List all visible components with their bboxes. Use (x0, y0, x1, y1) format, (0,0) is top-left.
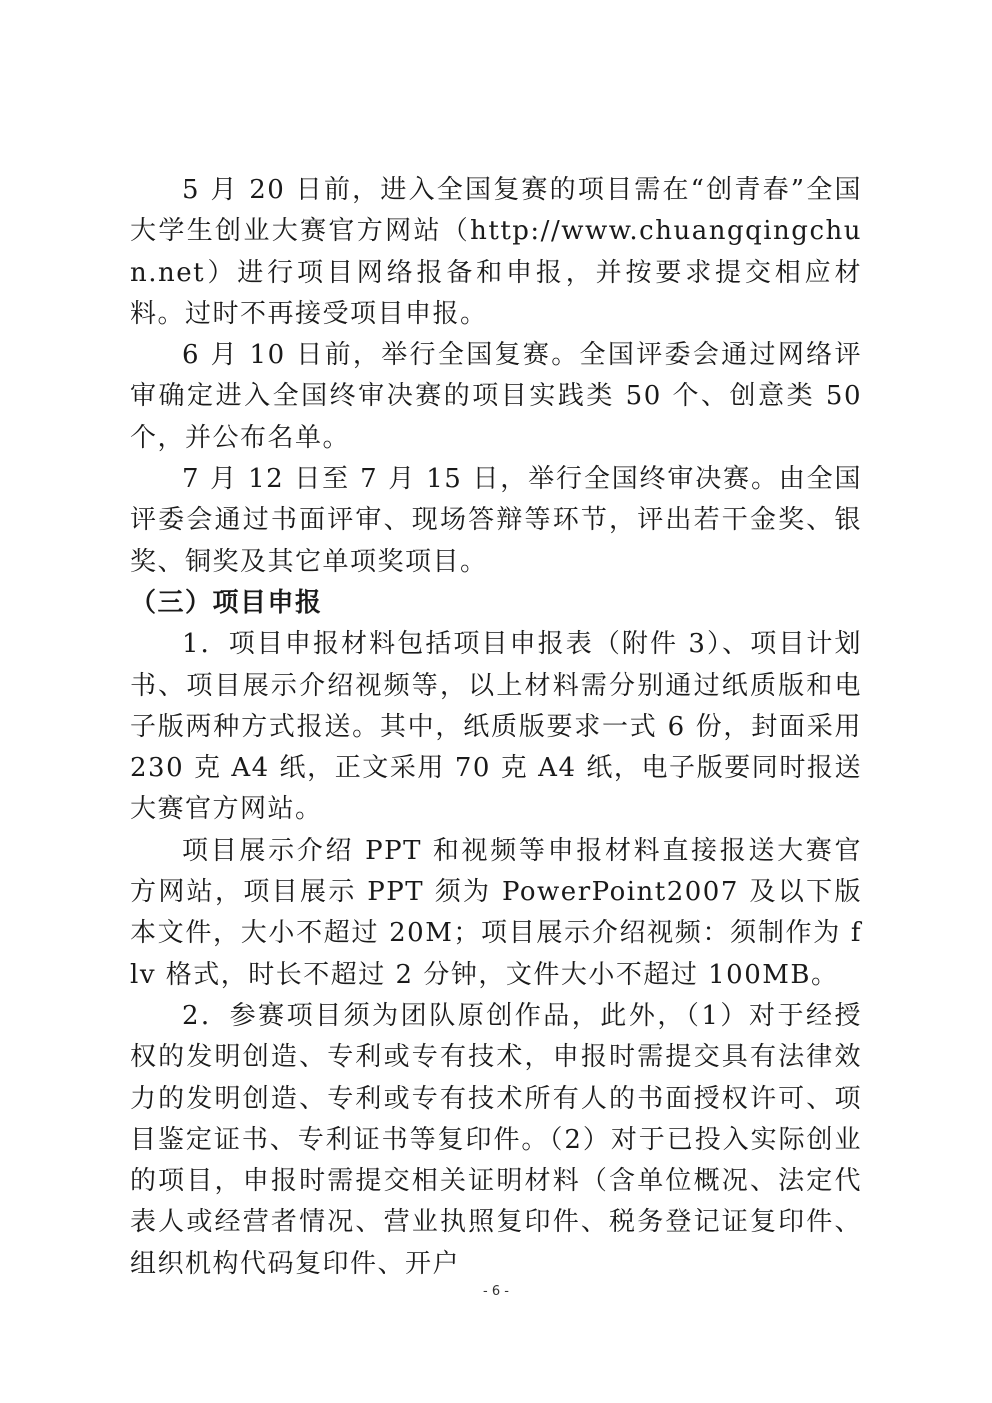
section-heading-project-application: （三）项目申报 (130, 587, 323, 618)
paragraph-national-semifinal-registration: 5 月 20 日前，进入全国复赛的项目需在“创青春”全国大学生创业大赛官方网站（http://www.chuangqingchun.net）进行项目网络报备和申报，并按要求提交相应材料。过时不再接受项目申报。 (130, 175, 862, 329)
document-body (130, 170, 862, 1285)
paragraph-national-final: 7 月 12 日至 7 月 15 日，举行全国终审决赛。由全国评委会通过书面评审、现场答辩等环节，评出若干金奖、银奖、铜奖及其它单项奖项目。 (130, 464, 862, 577)
paragraph-national-semifinal: 6 月 10 日前，举行全国复赛。全国评委会通过网络评审确定进入全国终审决赛的项目实践类 50 个、创意类 50 个，并公布名单。 (130, 340, 862, 453)
page-number: - 6 - (483, 1284, 509, 1299)
paragraph-original-work-requirements: 2．参赛项目须为团队原创作品，此外，（1）对于经授权的发明创造、专利或专有技术，申报时需提交具有法律效力的发明创造、专利或专有技术所有人的书面授权许可、项目鉴定证书、专利证书等复印件。（2）对于已投入实际创业的项目，申报时需提交相关证明材料（含单位概况、法定代表人或经营者情况、营业执照复印件、税务登记证复印件、组织机构代码复印件、开户 (130, 1000, 862, 1279)
paragraph-ppt-and-video: 项目展示介绍 PPT 和视频等申报材料直接报送大赛官方网站，项目展示 PPT 须为 PowerPoint2007 及以下版本文件，大小不超过 20M；项目展示介绍视频：须制作为 flv 格式，时长不超过 2 分钟，文件大小不超过 100MB。 (130, 835, 862, 990)
paragraph-application-materials: 1．项目申报材料包括项目申报表（附件 3）、项目计划书、项目展示介绍视频等，以上材料需分别通过纸质版和电子版两种方式报送。其中，纸质版要求一式 6 份，封面采用 230 克 A4 纸，正文采用 70 克 A4 纸，电子版要同时报送大赛官方网站。 (130, 629, 862, 825)
